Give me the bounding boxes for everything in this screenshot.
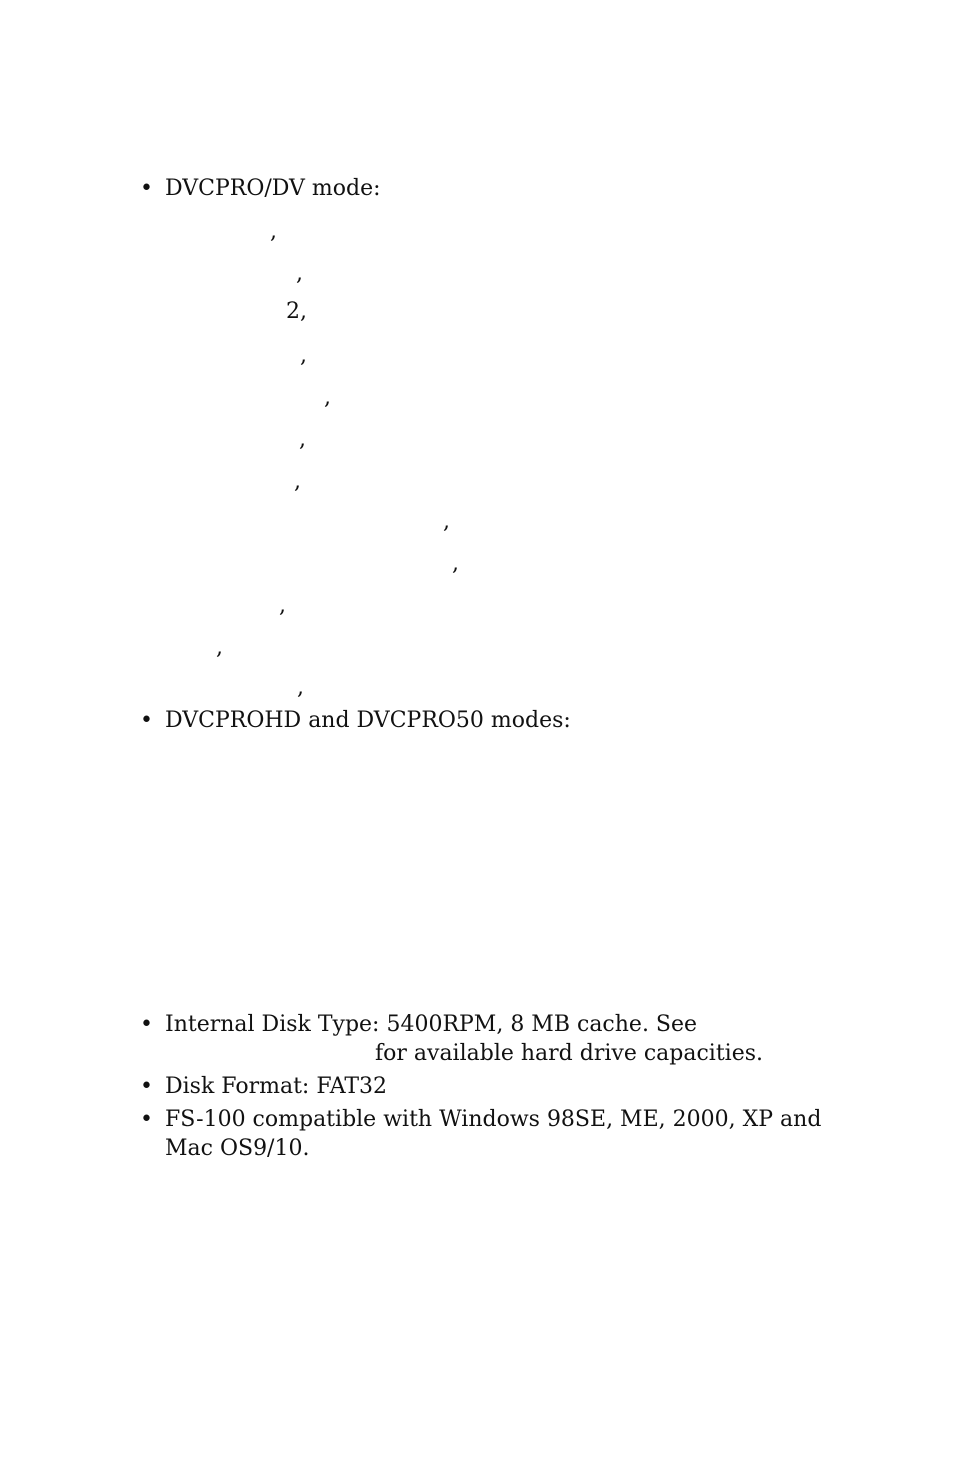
bullet-marker: • bbox=[140, 1074, 153, 1099]
fragment-comma: , bbox=[279, 593, 286, 618]
compat-line2: Mac OS9/10. bbox=[165, 1136, 310, 1161]
fragment-comma: , bbox=[297, 675, 304, 700]
disk-type-line1: Internal Disk Type: 5400RPM, 8 MB cache. See bbox=[165, 1012, 698, 1037]
dvcpro-dv-mode-label: DVCPRO/DV mode: bbox=[165, 176, 381, 201]
compat-line1: FS-100 compatible with Windows 98SE, ME, 2000, XP and bbox=[165, 1107, 822, 1132]
fragment-comma: , bbox=[452, 551, 459, 576]
dvcprohd-modes-label: DVCPROHD and DVCPRO50 modes: bbox=[165, 708, 571, 733]
fragment-two: 2, bbox=[286, 299, 307, 324]
fragment-comma: , bbox=[296, 261, 303, 286]
bullet-marker: • bbox=[140, 1107, 153, 1132]
fragment-comma: , bbox=[294, 469, 301, 494]
disk-type-line2: for available hard drive capacities. bbox=[375, 1041, 764, 1066]
fragment-comma: , bbox=[300, 343, 307, 368]
fragment-comma: , bbox=[270, 219, 277, 244]
fragment-comma: , bbox=[443, 509, 450, 534]
fragment-comma: , bbox=[216, 635, 223, 660]
bullet-marker: • bbox=[140, 1012, 153, 1037]
fragment-comma: , bbox=[324, 385, 331, 410]
bullet-marker: • bbox=[140, 708, 153, 733]
bullet-marker: • bbox=[140, 176, 153, 201]
disk-format: Disk Format: FAT32 bbox=[165, 1074, 388, 1099]
fragment-comma: , bbox=[299, 427, 306, 452]
